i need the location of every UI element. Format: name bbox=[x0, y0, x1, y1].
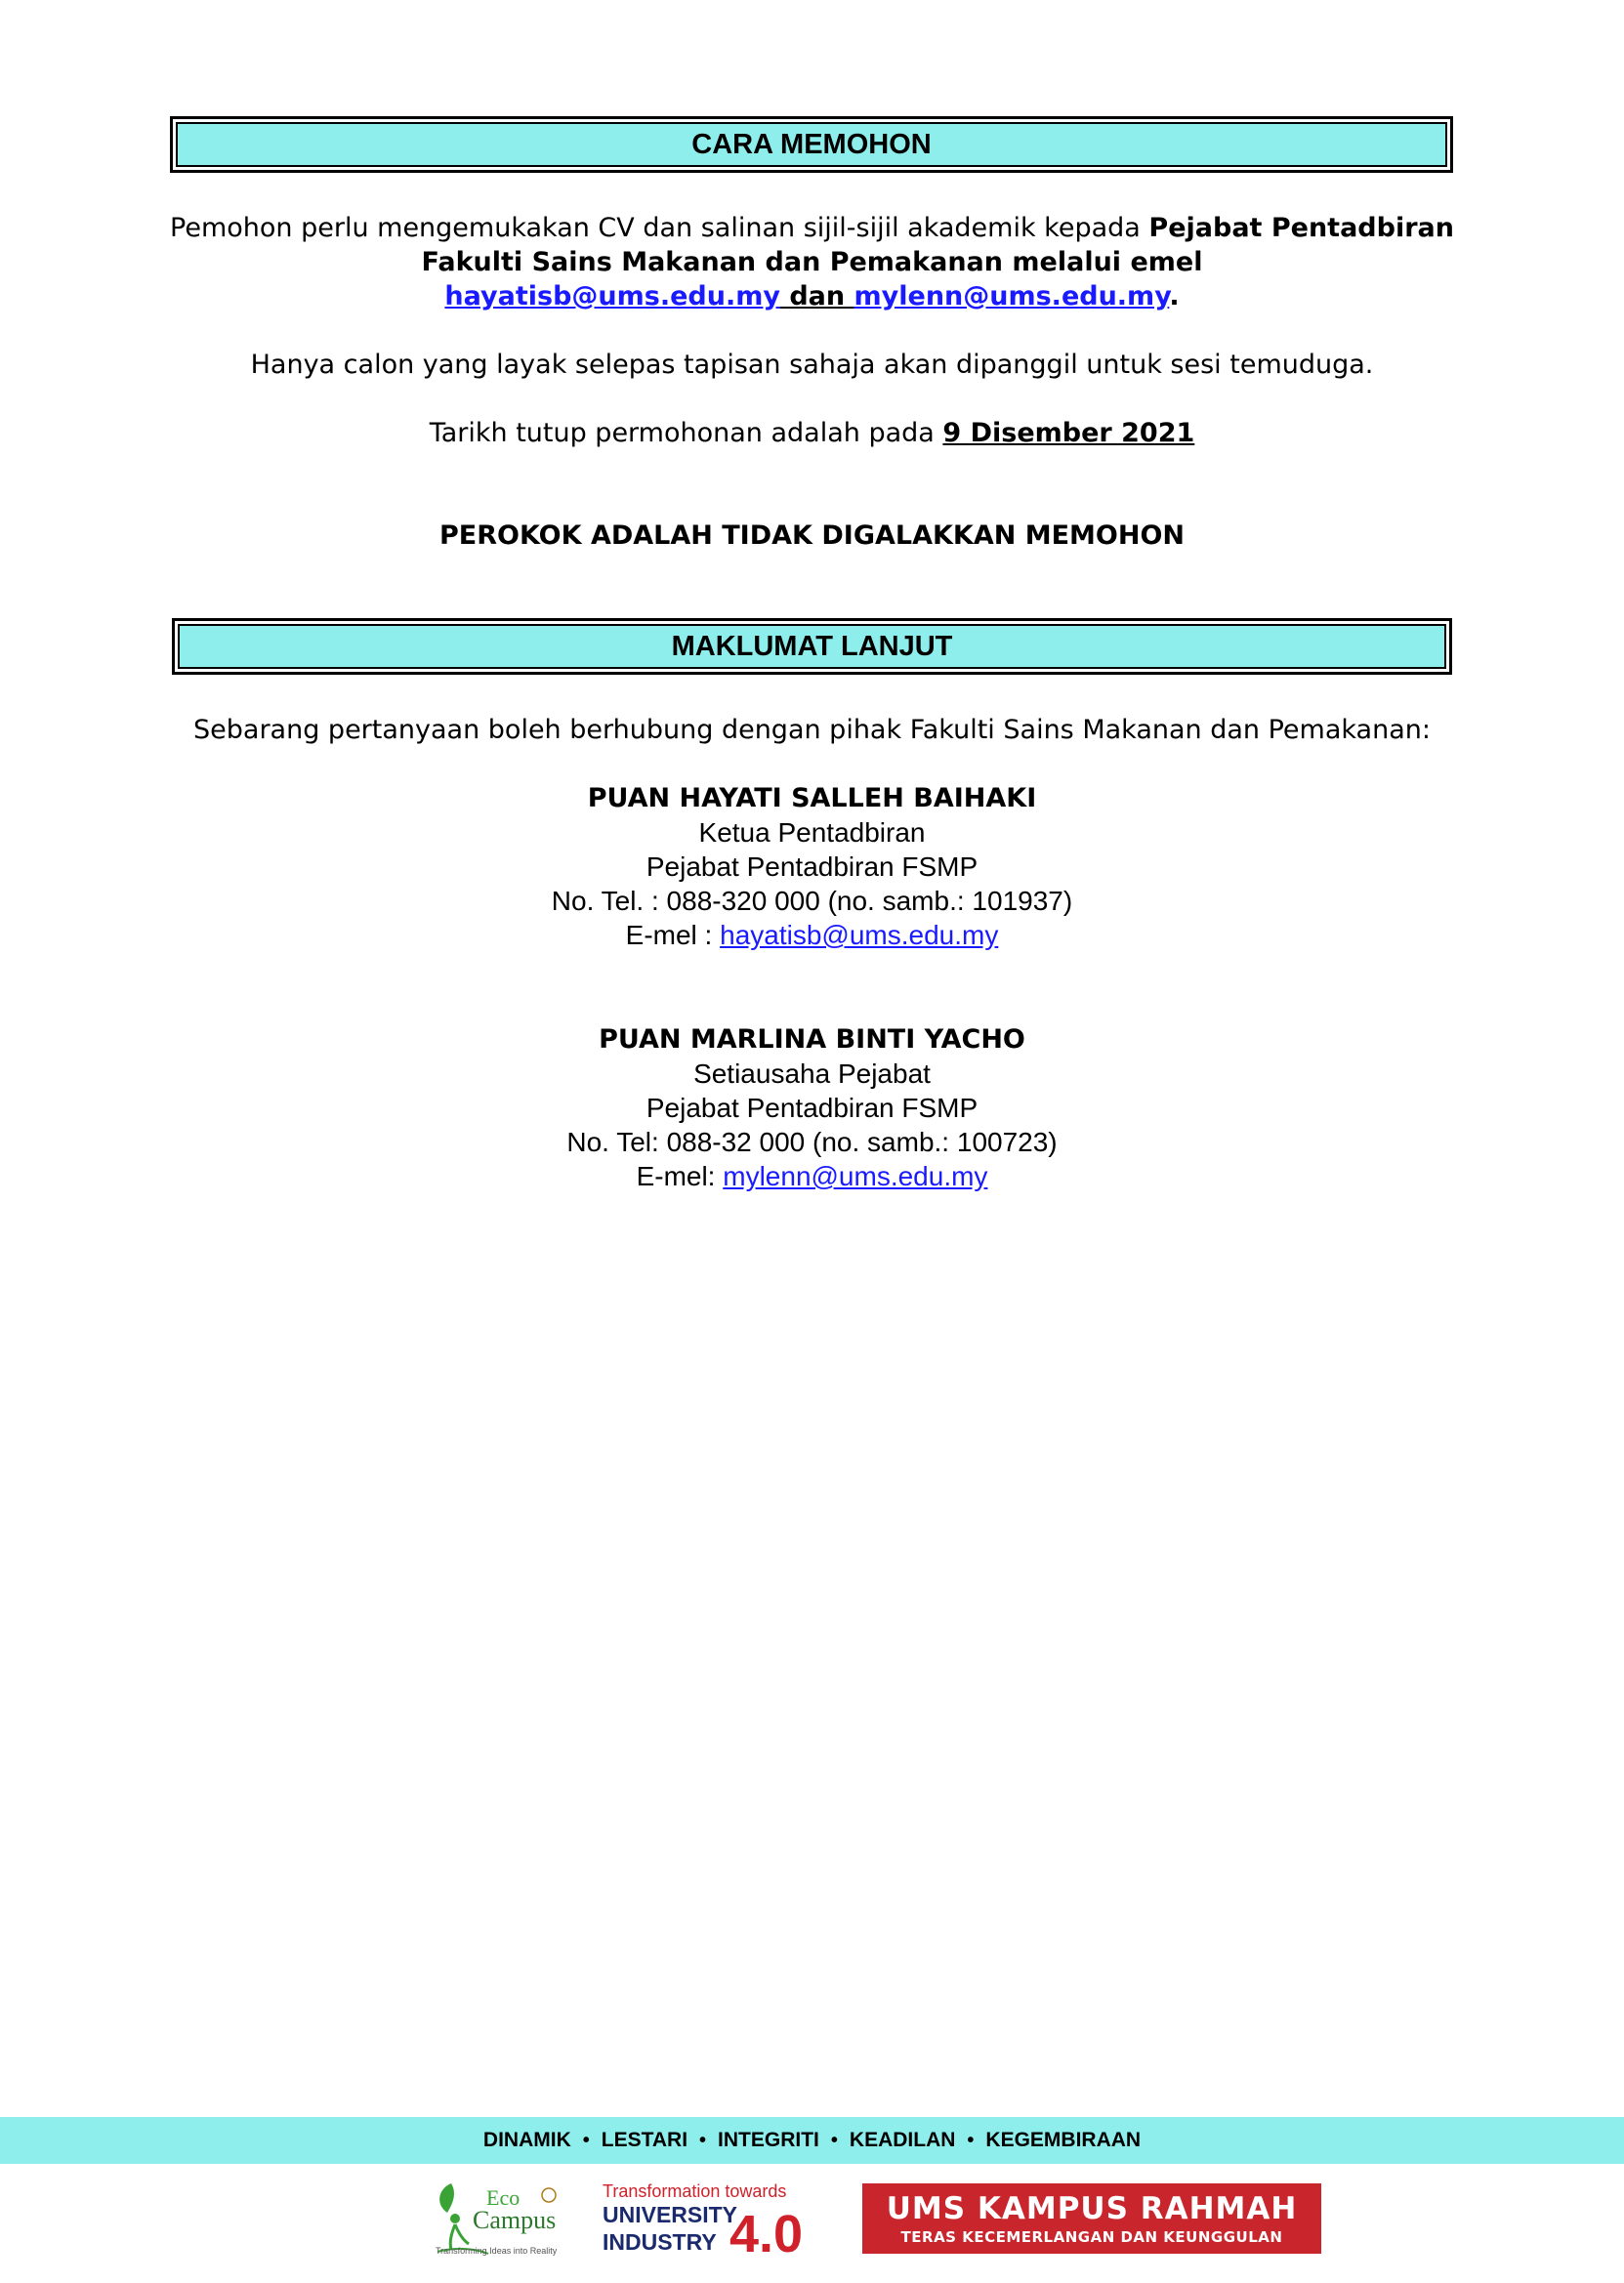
bullet-separator: • bbox=[699, 2129, 707, 2151]
contact-office: Pejabat Pentadbiran FSMP bbox=[645, 851, 979, 882]
contact-name: PUAN HAYATI SALLEH BAIHAKI bbox=[587, 783, 1037, 813]
ut-number: 4.0 bbox=[729, 2205, 804, 2256]
contact-card-marlina bbox=[293, 1022, 1331, 1193]
sentence-end: . bbox=[1169, 281, 1180, 311]
value-keadilan: KEADILAN bbox=[849, 2129, 956, 2151]
contact-office: Pejabat Pentadbiran FSMP bbox=[645, 1093, 979, 1123]
contact-phone: No. Tel: 088-32 000 (no. samb.: 100723) bbox=[566, 1127, 1058, 1157]
ut-line3: INDUSTRY bbox=[603, 2229, 717, 2255]
email-link-hayati[interactable]: hayatisb@ums.edu.my bbox=[444, 281, 780, 311]
contact-name: PUAN MARLINA BINTI YACHO bbox=[599, 1024, 1025, 1055]
email-connector: dan bbox=[779, 281, 854, 311]
eco-campus-logo bbox=[430, 2176, 576, 2260]
application-instructions bbox=[117, 211, 1507, 313]
bullet-separator: • bbox=[967, 2129, 975, 2151]
value-lestari: LESTARI bbox=[601, 2129, 688, 2151]
eco-tagline: Transforming Ideas into Reality bbox=[436, 2246, 558, 2256]
ums-crest-icon bbox=[542, 2188, 556, 2202]
bullet-separator: • bbox=[582, 2129, 590, 2151]
closing-date-line bbox=[117, 416, 1507, 450]
value-integriti: INTEGRITI bbox=[718, 2129, 819, 2151]
rahmah-subtitle: TERAS KECEMERLANGAN DAN KEUNGGULAN bbox=[900, 2228, 1283, 2246]
contact-position: Setiausaha Pejabat bbox=[693, 1058, 931, 1089]
contact-email-line bbox=[293, 918, 1331, 952]
office-name: Pejabat Pentadbiran bbox=[1148, 213, 1454, 243]
ut-line2: UNIVERSITY bbox=[603, 2202, 738, 2227]
instruction-text: Pemohon perlu mengemukakan CV dan salinan sijil-sijil akademik kepada bbox=[170, 213, 1149, 243]
contact-email-label: E-mel : bbox=[625, 920, 721, 950]
value-dinamik: DINAMIK bbox=[482, 2129, 571, 2151]
shortlist-note: Hanya calon yang layak selepas tapisan sahaja akan dipanggil untuk sesi temuduga. bbox=[250, 350, 1374, 380]
kampus-rahmah-logo bbox=[862, 2183, 1321, 2254]
faculty-email-text: Fakulti Sains Makanan dan Pemakanan melalui emel bbox=[421, 247, 1203, 277]
bullet-separator: • bbox=[830, 2129, 838, 2151]
contact-email-line bbox=[293, 1159, 1331, 1193]
more-info-heading: MAKLUMAT LANJUT bbox=[178, 624, 1446, 669]
contact-position: Ketua Pentadbiran bbox=[698, 817, 926, 848]
contact-email-link[interactable]: mylenn@ums.edu.my bbox=[723, 1161, 988, 1191]
eco-word: Eco bbox=[486, 2185, 521, 2210]
university-industry-logo bbox=[601, 2179, 825, 2256]
how-to-apply-heading: CARA MEMOHON bbox=[176, 122, 1447, 167]
contact-phone: No. Tel. : 088-320 000 (no. samb.: 101937) bbox=[551, 886, 1073, 916]
contact-email-label: E-mel: bbox=[636, 1161, 724, 1191]
closing-date-prefix: Tarikh tutup permohonan adalah pada bbox=[429, 418, 943, 448]
email-link-mylenn[interactable]: mylenn@ums.edu.my bbox=[854, 281, 1170, 311]
more-info-intro: Sebarang pertanyaan boleh berhubung dengan pihak Fakulti Sains Makanan dan Pemakanan: bbox=[193, 715, 1431, 745]
ut-line1: Transformation towards bbox=[603, 2181, 787, 2201]
how-to-apply-header bbox=[170, 116, 1453, 173]
value-kegembiraan: KEGEMBIRAAN bbox=[985, 2129, 1142, 2151]
closing-date: 9 Disember 2021 bbox=[942, 418, 1195, 448]
contact-email-link[interactable]: hayatisb@ums.edu.my bbox=[720, 920, 999, 950]
more-info-header bbox=[172, 618, 1452, 675]
core-values-band bbox=[0, 2117, 1624, 2164]
rahmah-title: UMS KAMPUS RAHMAH bbox=[886, 2191, 1298, 2226]
campus-word: Campus bbox=[473, 2206, 557, 2234]
smoker-note: PEROKOK ADALAH TIDAK DIGALAKKAN MEMOHON bbox=[439, 520, 1185, 551]
contact-card-hayati bbox=[293, 781, 1331, 952]
